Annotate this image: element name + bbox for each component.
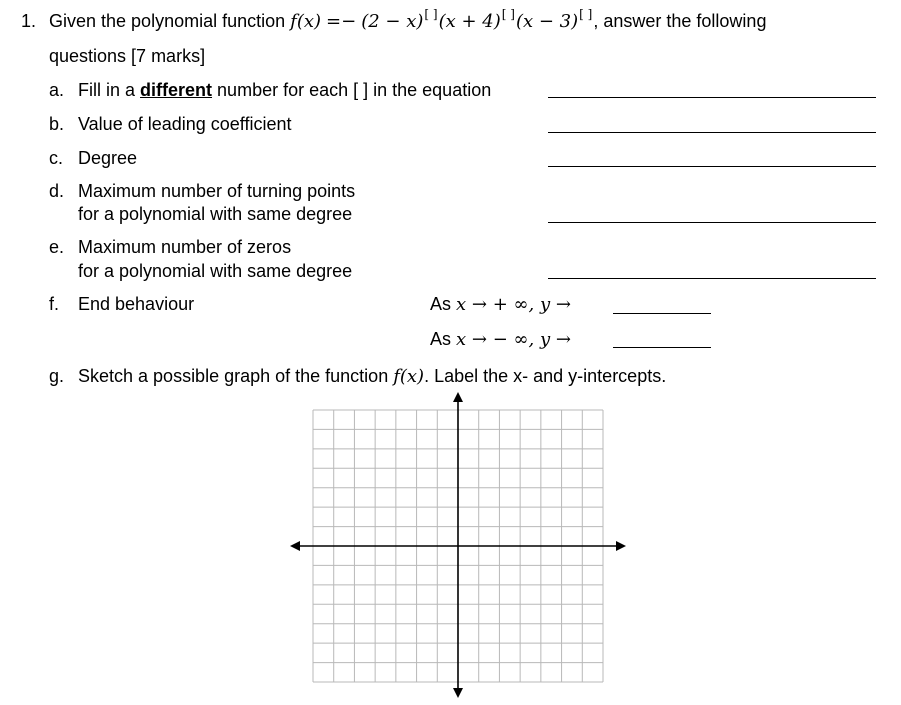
end-behaviour-row-2 (430, 327, 571, 352)
question-intro-prefix: Given the polynomial function (49, 11, 286, 31)
answer-line-e[interactable] (548, 278, 876, 279)
end-behaviour-as-1: As (430, 294, 452, 314)
item-a-text-before: Fill in a (78, 80, 136, 100)
factor-one: (2 − x) (361, 11, 424, 32)
answer-line-f2[interactable] (613, 347, 711, 348)
item-e-letter: e. (49, 237, 65, 257)
item-g-letter: g. (49, 366, 65, 386)
y-axis-up-arrow (453, 392, 463, 402)
item-d-line2: for a polynomial with same degree (78, 204, 353, 224)
leading-minus: − (341, 11, 357, 32)
item-g-text-after: . Label the x- and y-intercepts. (424, 366, 667, 386)
item-e-line2: for a polynomial with same degree (78, 261, 353, 281)
item-a-text-after: number for each [ ] in the equation (217, 80, 492, 100)
item-e-line1: Maximum number of zeros (78, 237, 292, 257)
answer-line-f1[interactable] (613, 313, 711, 314)
item-b-letter: b. (49, 114, 65, 134)
y-axis-down-arrow (453, 688, 463, 698)
answer-line-a[interactable] (548, 97, 876, 98)
coordinate-grid[interactable] (288, 390, 628, 700)
x-axis-right-arrow (616, 541, 626, 551)
answer-line-b[interactable] (548, 132, 876, 133)
x-axis-left-arrow (290, 541, 300, 551)
question-number: 1. (21, 11, 37, 31)
factor-three: (x − 3) (515, 11, 579, 32)
question-stem (49, 9, 766, 35)
factor-two: (x + 4) (438, 11, 501, 32)
end-behaviour-expr-2: x → − ∞, y → (456, 329, 571, 350)
item-d-letter: d. (49, 181, 65, 201)
question-intro-suffix: , answer the following (593, 11, 767, 31)
item-f-text: End behaviour (78, 294, 195, 314)
end-behaviour-as-2: As (430, 329, 452, 349)
item-a-text (78, 78, 491, 102)
answer-line-c[interactable] (548, 166, 876, 167)
item-g-text (78, 364, 666, 389)
item-c-letter: c. (49, 148, 64, 168)
item-a-letter: a. (49, 80, 65, 100)
item-d-line1: Maximum number of turning points (78, 181, 356, 201)
function-name: f(x) (290, 11, 322, 32)
item-g-text-before: Sketch a possible graph of the function (78, 366, 389, 386)
grid-canvas[interactable] (288, 390, 628, 700)
item-g-func: f(x) (393, 366, 425, 387)
item-b-text: Value of leading coefficient (78, 114, 292, 134)
end-behaviour-expr-1: x → + ∞, y → (456, 294, 571, 315)
item-a-emphasis: different (140, 80, 213, 100)
equals-sign: = (326, 11, 342, 32)
item-f-letter: f. (49, 294, 60, 314)
end-behaviour-row-1 (430, 292, 571, 317)
question-intro-line2: questions [7 marks] (49, 46, 206, 66)
item-c-text: Degree (78, 148, 138, 168)
exponent-blank-1[interactable]: [ ] (424, 7, 438, 21)
exponent-blank-2[interactable]: [ ] (501, 7, 515, 21)
exponent-blank-3[interactable]: [ ] (579, 7, 593, 21)
answer-line-d[interactable] (548, 222, 876, 223)
